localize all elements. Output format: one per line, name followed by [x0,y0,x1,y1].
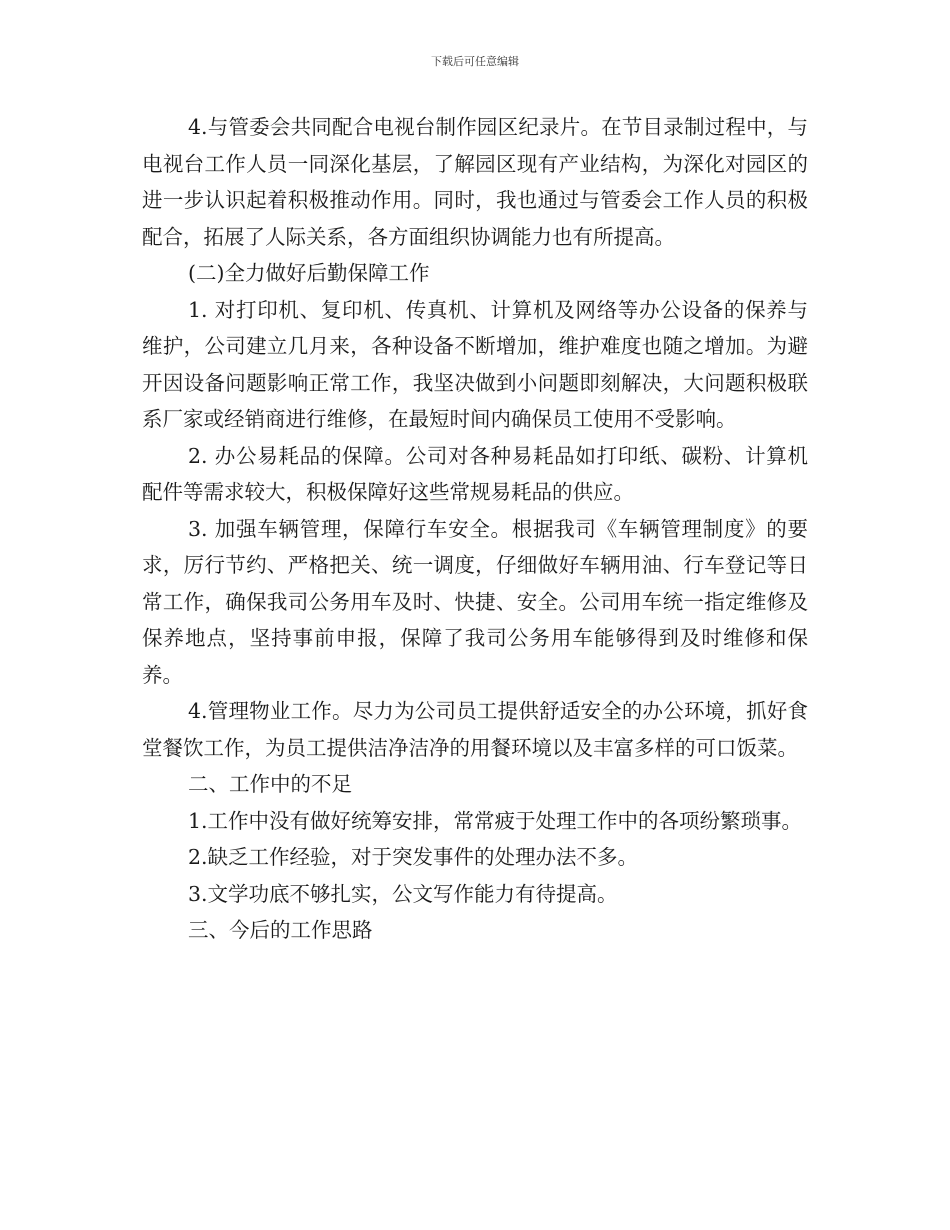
paragraph-shortcoming-2: 2.缺乏工作经验，对于突发事件的处理办法不多。 [188,845,639,869]
paragraph-property-management: 4.管理物业工作。尽力为公司员工提供舒适安全的办公环境，抓好食堂餐饮工作，为员工提供洁净洁净的用餐环境以及丰富多样的可口饭菜。 [142,699,808,760]
paragraph-office-equipment: 1. 对打印机、复印机、传真机、计算机及网络等办公设备的保养与维护，公司建立几月来，各种设备不断增加，维护难度也随之增加。为避开因设备问题影响正常工作，我坚决做到小问题即刻解决，大问题积极联系厂家或经销商进行维修，在最短时间内确保员工使用不受影响。 [142,297,808,431]
section-heading-future-plans: 三、今后的工作思路 [188,918,373,942]
paragraph-cooperation-documentary: 4.与管委会共同配合电视台制作园区纪录片。在节目录制过程中，与电视台工作人员一同深化基层，了解园区现有产业结构，为深化对园区的进一步认识起着积极推动作用。同时，我也通过与管委会工作人员的积极配合，拓展了人际关系，各方面组织协调能力也有所提高。 [142,115,808,249]
paragraph-consumables: 2. 办公易耗品的保障。公司对各种易耗品如打印纸、碳粉、计算机配件等需求较大，积极保障好这些常规易耗品的供应。 [142,443,808,504]
page-header: 下载后可任意编辑 [431,55,519,68]
paragraph-shortcoming-1: 1.工作中没有做好统筹安排，常常疲于处理工作中的各项纷繁琐事。 [188,808,803,833]
document-body [142,109,808,949]
section-heading-logistics: (二)全力做好后勤保障工作 [188,261,430,285]
section-heading-shortcomings: 二、工作中的不足 [188,772,352,796]
paragraph-shortcoming-3: 3.文学功底不够扎实，公文写作能力有待提高。 [188,881,618,906]
paragraph-vehicle-management: 3. 加强车辆管理，保障行车安全。根据我司《车辆管理制度》的要求，厉行节约、严格把关、统一调度，仔细做好车辆用油、行车登记等日常工作，确保我司公务用车及时、快捷、安全。公司用车统一指定维修及保养地点，坚持事前申报，保障了我司公务用车能够得到及时维修和保养。 [142,516,808,687]
